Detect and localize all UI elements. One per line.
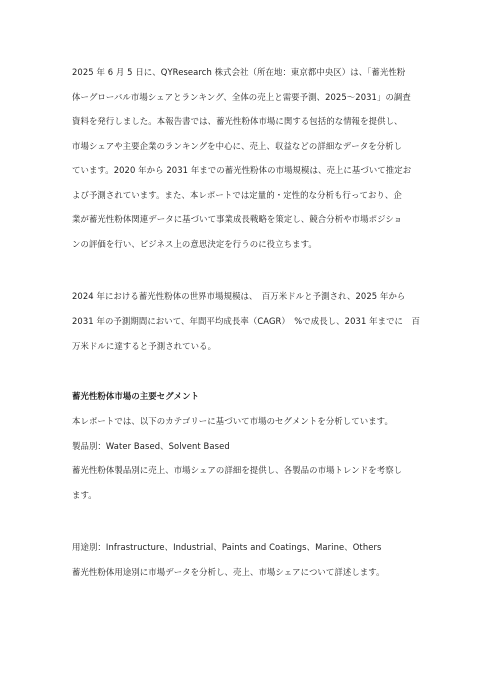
intro-line: 市場シェアや主要企業のランキングを中心に、売上、収益などの詳細なデータを分析し: [72, 141, 403, 151]
intro-line: 体ーグローバル市場シェアとランキング、全体の売上と需要予測、2025～2031」の調査: [72, 92, 411, 102]
market-line: 2024 年における蓄光性粉体の世界市場規模は、 百万米ドルと予測され、2025 年から: [72, 291, 406, 301]
product-type: 製品別：Water Based、Solvent Based: [72, 441, 230, 451]
segment-intro: 本レポートでは、以下のカテゴリーに基づいて市場のセグメントを分析しています。: [72, 416, 393, 426]
product-desc-line: ます。: [72, 490, 97, 500]
market-line: 万米ドルに達すると予測されている。: [72, 341, 217, 351]
intro-line: 資料を発行しました。本報告書では、蓄光性粉体市場に関する包括的な情報を提供し、: [72, 116, 403, 126]
intro-line: 業が蓄光性粉体関連データに基づいて事業成長戦略を策定し、競合分析や市場ポジショ: [72, 214, 403, 224]
intro-line: よび予測されています。また、本レポートでは定量的・定性的な分析も行っており、企: [72, 190, 402, 200]
product-desc-line: 蓄光性粉体製品別に売上、市場シェアの詳細を提供し、各製品の市場トレンドを考察し: [72, 465, 403, 475]
intro-line: 2025 年 6 月 5 日に、QYResearch 株式会社（所在地：東京都中央区）は、「蓄光性粉: [72, 67, 406, 77]
application-desc: 蓄光性粉体用途別に市場データを分析し、売上、市場シェアについて詳述します。: [72, 567, 385, 577]
application-type: 用途別：Infrastructure、Industrial、Paints and Coatings、Marine、Others: [72, 542, 382, 552]
segment-heading: 蓄光性粉体市場の主要セグメント: [72, 391, 200, 401]
intro-line: ンの評価を行い、ビジネス上の意思決定を行うのに役立ちます。: [72, 239, 317, 249]
market-line: 2031 年の予測期間において、年間平均成長率（CAGR） %で成長し、2031 年までに 百: [72, 316, 420, 326]
intro-line: ています。2020 年から 2031 年までの蓄光性粉体の市場規模は、売上に基づいて推定お: [72, 165, 412, 175]
